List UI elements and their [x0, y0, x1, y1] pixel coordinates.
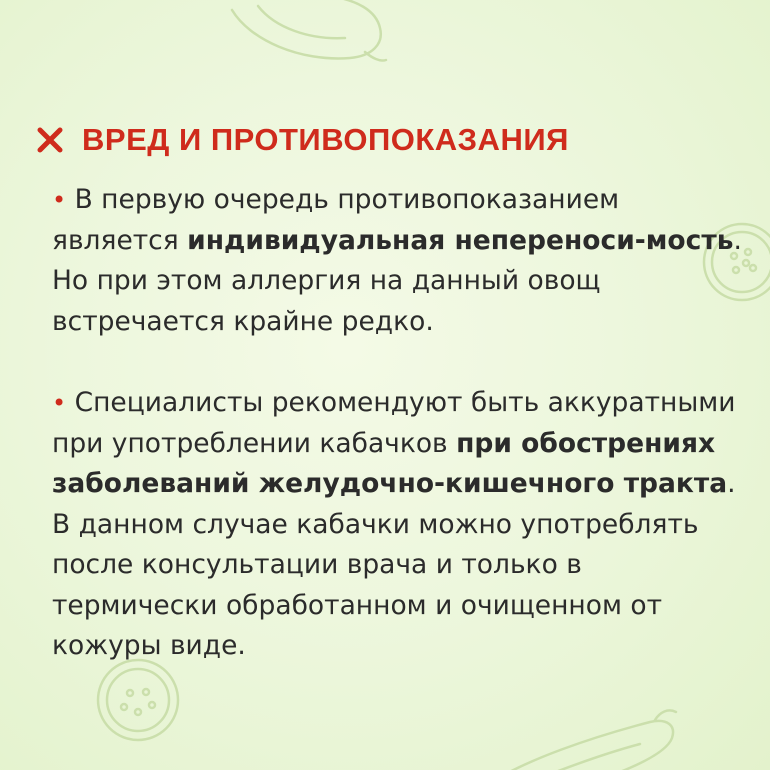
- bullet-text: В первую очередь противопоказанием является: [52, 184, 620, 256]
- bullet-bold-text: при обострениях заболеваний желудочно-кишечного тракта: [52, 427, 728, 499]
- zucchini-slice-icon: [98, 660, 178, 740]
- bullet-item: [52, 180, 752, 342]
- zucchini-outline-icon: [480, 710, 676, 770]
- bullet-text: . Но при этом аллергия на данный овощ встречается крайне редко.: [52, 224, 742, 337]
- section-title: [36, 122, 569, 158]
- bullet-marker: •: [52, 389, 67, 417]
- bullet-text: Специалисты рекомендуют быть аккуратными при употреблении кабачков: [52, 387, 736, 459]
- bullet-list: [52, 180, 752, 667]
- bullet-text: . В данном случае кабачки можно употреблять после консультации врача и только в термически обработанном и очищенном от кожуры виде.: [52, 468, 736, 661]
- x-icon: [36, 126, 64, 154]
- bullet-item: [52, 383, 752, 667]
- bullet-bold-text: индивидуальная непереноси-мость: [187, 224, 734, 256]
- title-text: ВРЕД И ПРОТИВОПОКАЗАНИЯ: [82, 122, 569, 157]
- zucchini-outline-icon: [232, 0, 386, 61]
- bullet-marker: •: [52, 186, 67, 214]
